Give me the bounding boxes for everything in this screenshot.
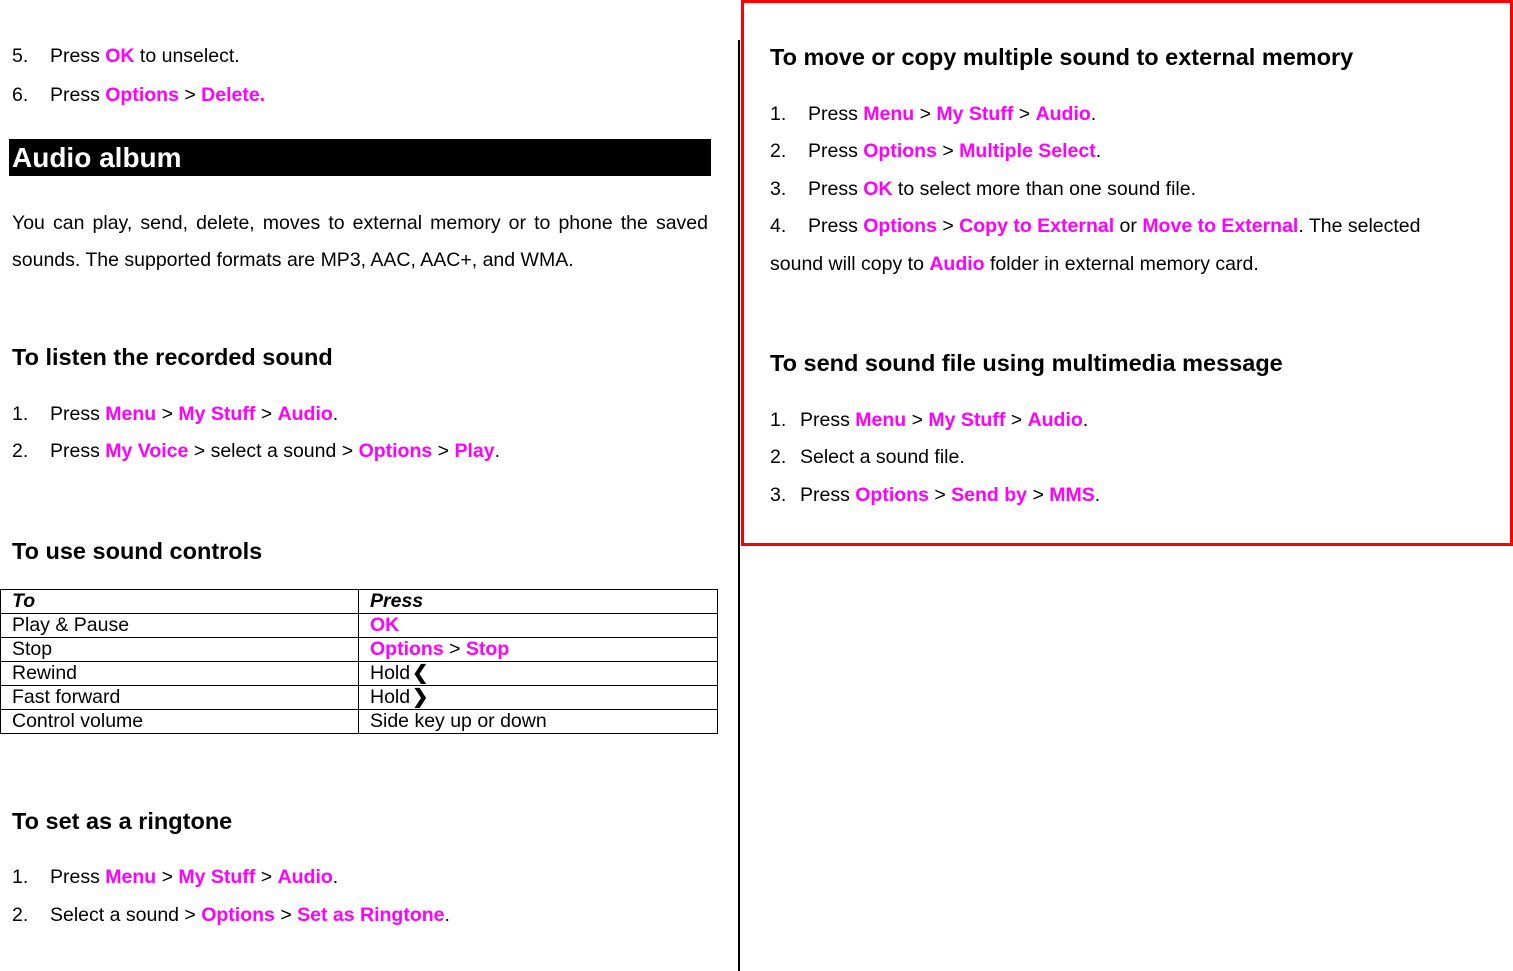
- row-press: Options > Stop: [359, 638, 718, 662]
- move-step-4-cont: sound will copy to Audio folder in external memory card.: [770, 253, 1259, 275]
- row-action: Stop: [1, 638, 359, 662]
- row-action: Fast forward: [1, 686, 359, 710]
- right-key-icon: ❯: [412, 686, 429, 708]
- table-header-row: [1, 590, 718, 614]
- row-action: Control volume: [1, 710, 359, 734]
- table-row: [1, 614, 718, 638]
- listen-step-2: 2. Press My Voice > select a sound > Options > Play.: [12, 440, 501, 462]
- step-delete: 6. Press Options > Delete.: [12, 84, 266, 106]
- intro-paragraph: You can play, send, delete, moves to external memory or to phone the saved sounds. The supported formats are MP3, AAC, AAC+, and WMA.: [12, 212, 708, 271]
- table-row: [1, 710, 718, 734]
- move-step-4: 4. Press Options > Copy to External or Move to External. The selected: [770, 215, 1421, 237]
- row-press: OK: [359, 614, 718, 638]
- step-unselect: 5. Press OK to unselect.: [12, 45, 240, 67]
- move-step-1: 1. Press Menu > My Stuff > Audio.: [770, 103, 1097, 125]
- table-row: [1, 662, 718, 686]
- listen-step-1: 1. Press Menu > My Stuff > Audio.: [12, 403, 339, 425]
- section-title-audio-album: Audio album: [9, 139, 711, 176]
- move-step-2: 2. Press Options > Multiple Select.: [770, 140, 1102, 162]
- row-action: Play & Pause: [1, 614, 359, 638]
- row-press: Side key up or down: [359, 710, 718, 734]
- table-row: [1, 686, 718, 710]
- mms-step-1: 1. Press Menu > My Stuff > Audio.: [770, 409, 1089, 431]
- column-divider: [738, 40, 740, 971]
- sound-controls-table: [0, 589, 718, 734]
- table-row: [1, 638, 718, 662]
- heading-move-copy: To move or copy multiple sound to external memory: [770, 44, 1354, 70]
- row-action: Rewind: [1, 662, 359, 686]
- heading-mms: To send sound file using multimedia message: [770, 350, 1283, 376]
- left-key-icon: ❮: [412, 662, 429, 684]
- mms-step-3: 3. Press Options > Send by > MMS.: [770, 484, 1101, 506]
- move-step-3: 3. Press OK to select more than one sound file.: [770, 178, 1197, 200]
- table-header-press: Press: [359, 590, 718, 614]
- table-header-to: To: [1, 590, 359, 614]
- mms-step-2: 2. Select a sound file.: [770, 446, 965, 468]
- ringtone-step-2: 2. Select a sound > Options > Set as Ringtone.: [12, 904, 450, 926]
- heading-ringtone: To set as a ringtone: [12, 808, 233, 834]
- heading-listen: To listen the recorded sound: [12, 344, 333, 370]
- ringtone-step-1: 1. Press Menu > My Stuff > Audio.: [12, 866, 339, 888]
- row-press: Hold ❮: [359, 662, 718, 686]
- row-press: Hold ❯: [359, 686, 718, 710]
- heading-sound-controls: To use sound controls: [12, 538, 263, 564]
